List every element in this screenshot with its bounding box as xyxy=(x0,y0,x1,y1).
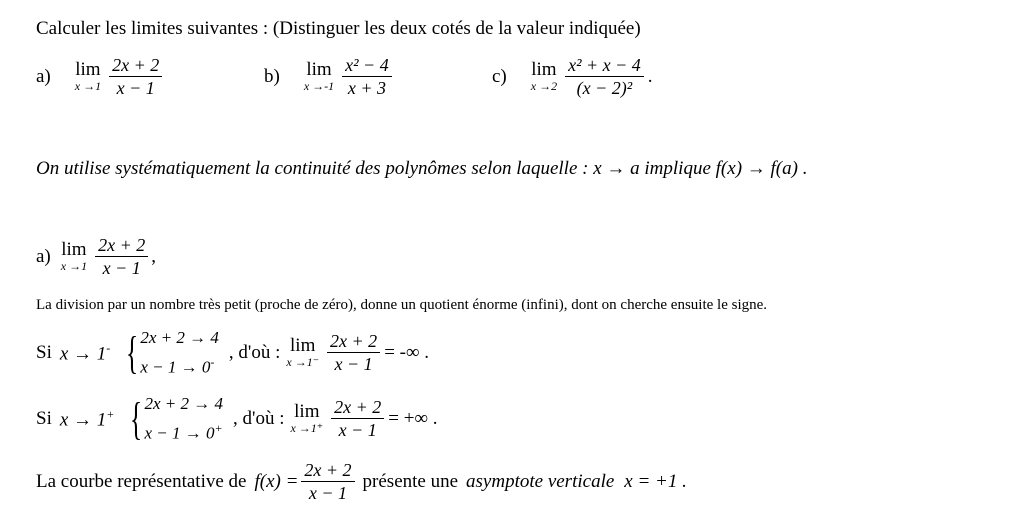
equation-system xyxy=(120,392,223,446)
fraction xyxy=(342,54,392,99)
conclusion xyxy=(36,459,687,504)
lim-subscript: x →-1 xyxy=(303,79,335,93)
trailing-punctuation: , xyxy=(151,245,156,267)
system-line-2: x − 1 → 0+ xyxy=(144,421,223,443)
numerator: 2x + 2 xyxy=(301,459,354,482)
exercise-label: c) xyxy=(492,65,507,87)
lim-subscript: x →2 xyxy=(530,79,558,93)
limit-result: = -∞ . xyxy=(384,341,430,363)
limit-operator xyxy=(531,60,557,93)
limit-operator xyxy=(75,60,101,93)
lim-word: lim xyxy=(290,335,316,357)
lim-word: lim xyxy=(306,59,332,80)
lim-word: lim xyxy=(75,59,101,80)
limit-operator xyxy=(304,60,334,93)
numerator: 2x + 2 xyxy=(331,396,384,419)
denominator: x + 3 xyxy=(347,78,386,98)
numerator: x² + x − 4 xyxy=(565,54,644,77)
left-brace-icon: { xyxy=(130,392,143,444)
limit-result: = +∞ . xyxy=(388,407,438,429)
fraction xyxy=(301,459,354,504)
denominator: (x − 2)² xyxy=(576,78,633,98)
denominator: x − 1 xyxy=(102,258,141,278)
denominator: x − 1 xyxy=(116,78,155,98)
solution-heading xyxy=(36,234,156,279)
continuity-note: On utilise systématiquement la continuité des polynômes selon laquelle : x → a implique f(x) → f(a) . xyxy=(36,158,808,179)
exercise-label: b) xyxy=(264,65,280,87)
case-variable: x → 1+ xyxy=(59,406,115,430)
lim-subscript: x →1⁺ xyxy=(290,421,324,436)
explanation-text: La division par un nombre très petit (proche de zéro), donne un quotient énorme (infini), dont on cherche ensuite le signe. xyxy=(36,297,768,313)
lim-word: lim xyxy=(531,59,557,80)
case-variable: x → 1- xyxy=(59,340,111,364)
case-prefix: Si xyxy=(36,407,52,429)
numerator: x² − 4 xyxy=(342,54,392,77)
numerator: 2x + 2 xyxy=(95,234,148,257)
fraction xyxy=(327,330,380,375)
exercise-a xyxy=(36,54,162,99)
fraction xyxy=(331,396,384,441)
limit-operator xyxy=(290,402,323,435)
case-prefix: Si xyxy=(36,341,52,363)
limit-operator xyxy=(61,240,87,273)
numerator: 2x + 2 xyxy=(327,330,380,353)
side-superscript: - xyxy=(106,340,111,355)
denominator: x − 1 xyxy=(334,354,373,375)
fraction xyxy=(565,54,644,99)
left-brace-icon: { xyxy=(126,326,139,378)
lim-subscript: x →1⁻ xyxy=(286,355,320,370)
side-superscript: + xyxy=(106,406,115,421)
system-line-2: x − 1 → 0- xyxy=(140,355,215,377)
function-name: f(x) = xyxy=(254,470,299,492)
connector-text: , d'où : xyxy=(233,407,285,429)
system-line-1: 2x + 2 → 4 xyxy=(144,394,224,413)
system-line-1: 2x + 2 → 4 xyxy=(140,328,219,347)
fraction xyxy=(95,234,148,279)
exercise-b xyxy=(264,54,392,99)
limit-operator xyxy=(286,336,319,369)
exercise-label: a) xyxy=(36,65,51,87)
asymptote-equation: x = +1 . xyxy=(624,470,687,492)
case-left-limit xyxy=(36,326,429,380)
equation-system xyxy=(116,326,219,380)
lim-word: lim xyxy=(294,401,320,423)
conclusion-text: présente une xyxy=(362,470,459,492)
case-right-limit xyxy=(36,392,438,446)
fraction xyxy=(109,54,162,99)
asymptote-term: asymptote verticale xyxy=(466,470,615,492)
denominator: x − 1 xyxy=(308,483,348,503)
exercise-c xyxy=(492,54,653,99)
connector-text: , d'où : xyxy=(228,341,281,363)
conclusion-text: La courbe représentative de xyxy=(36,470,247,492)
lim-subscript: x →1 xyxy=(60,259,88,273)
denominator: x − 1 xyxy=(338,420,377,441)
intro-text: Calculer les limites suivantes : (Distinguer les deux cotés de la valeur indiquée) xyxy=(36,18,641,39)
numerator: 2x + 2 xyxy=(109,54,162,77)
trailing-punctuation: . xyxy=(647,65,653,87)
lim-subscript: x →1 xyxy=(74,79,102,93)
solution-label: a) xyxy=(36,245,51,267)
lim-word: lim xyxy=(61,239,87,260)
